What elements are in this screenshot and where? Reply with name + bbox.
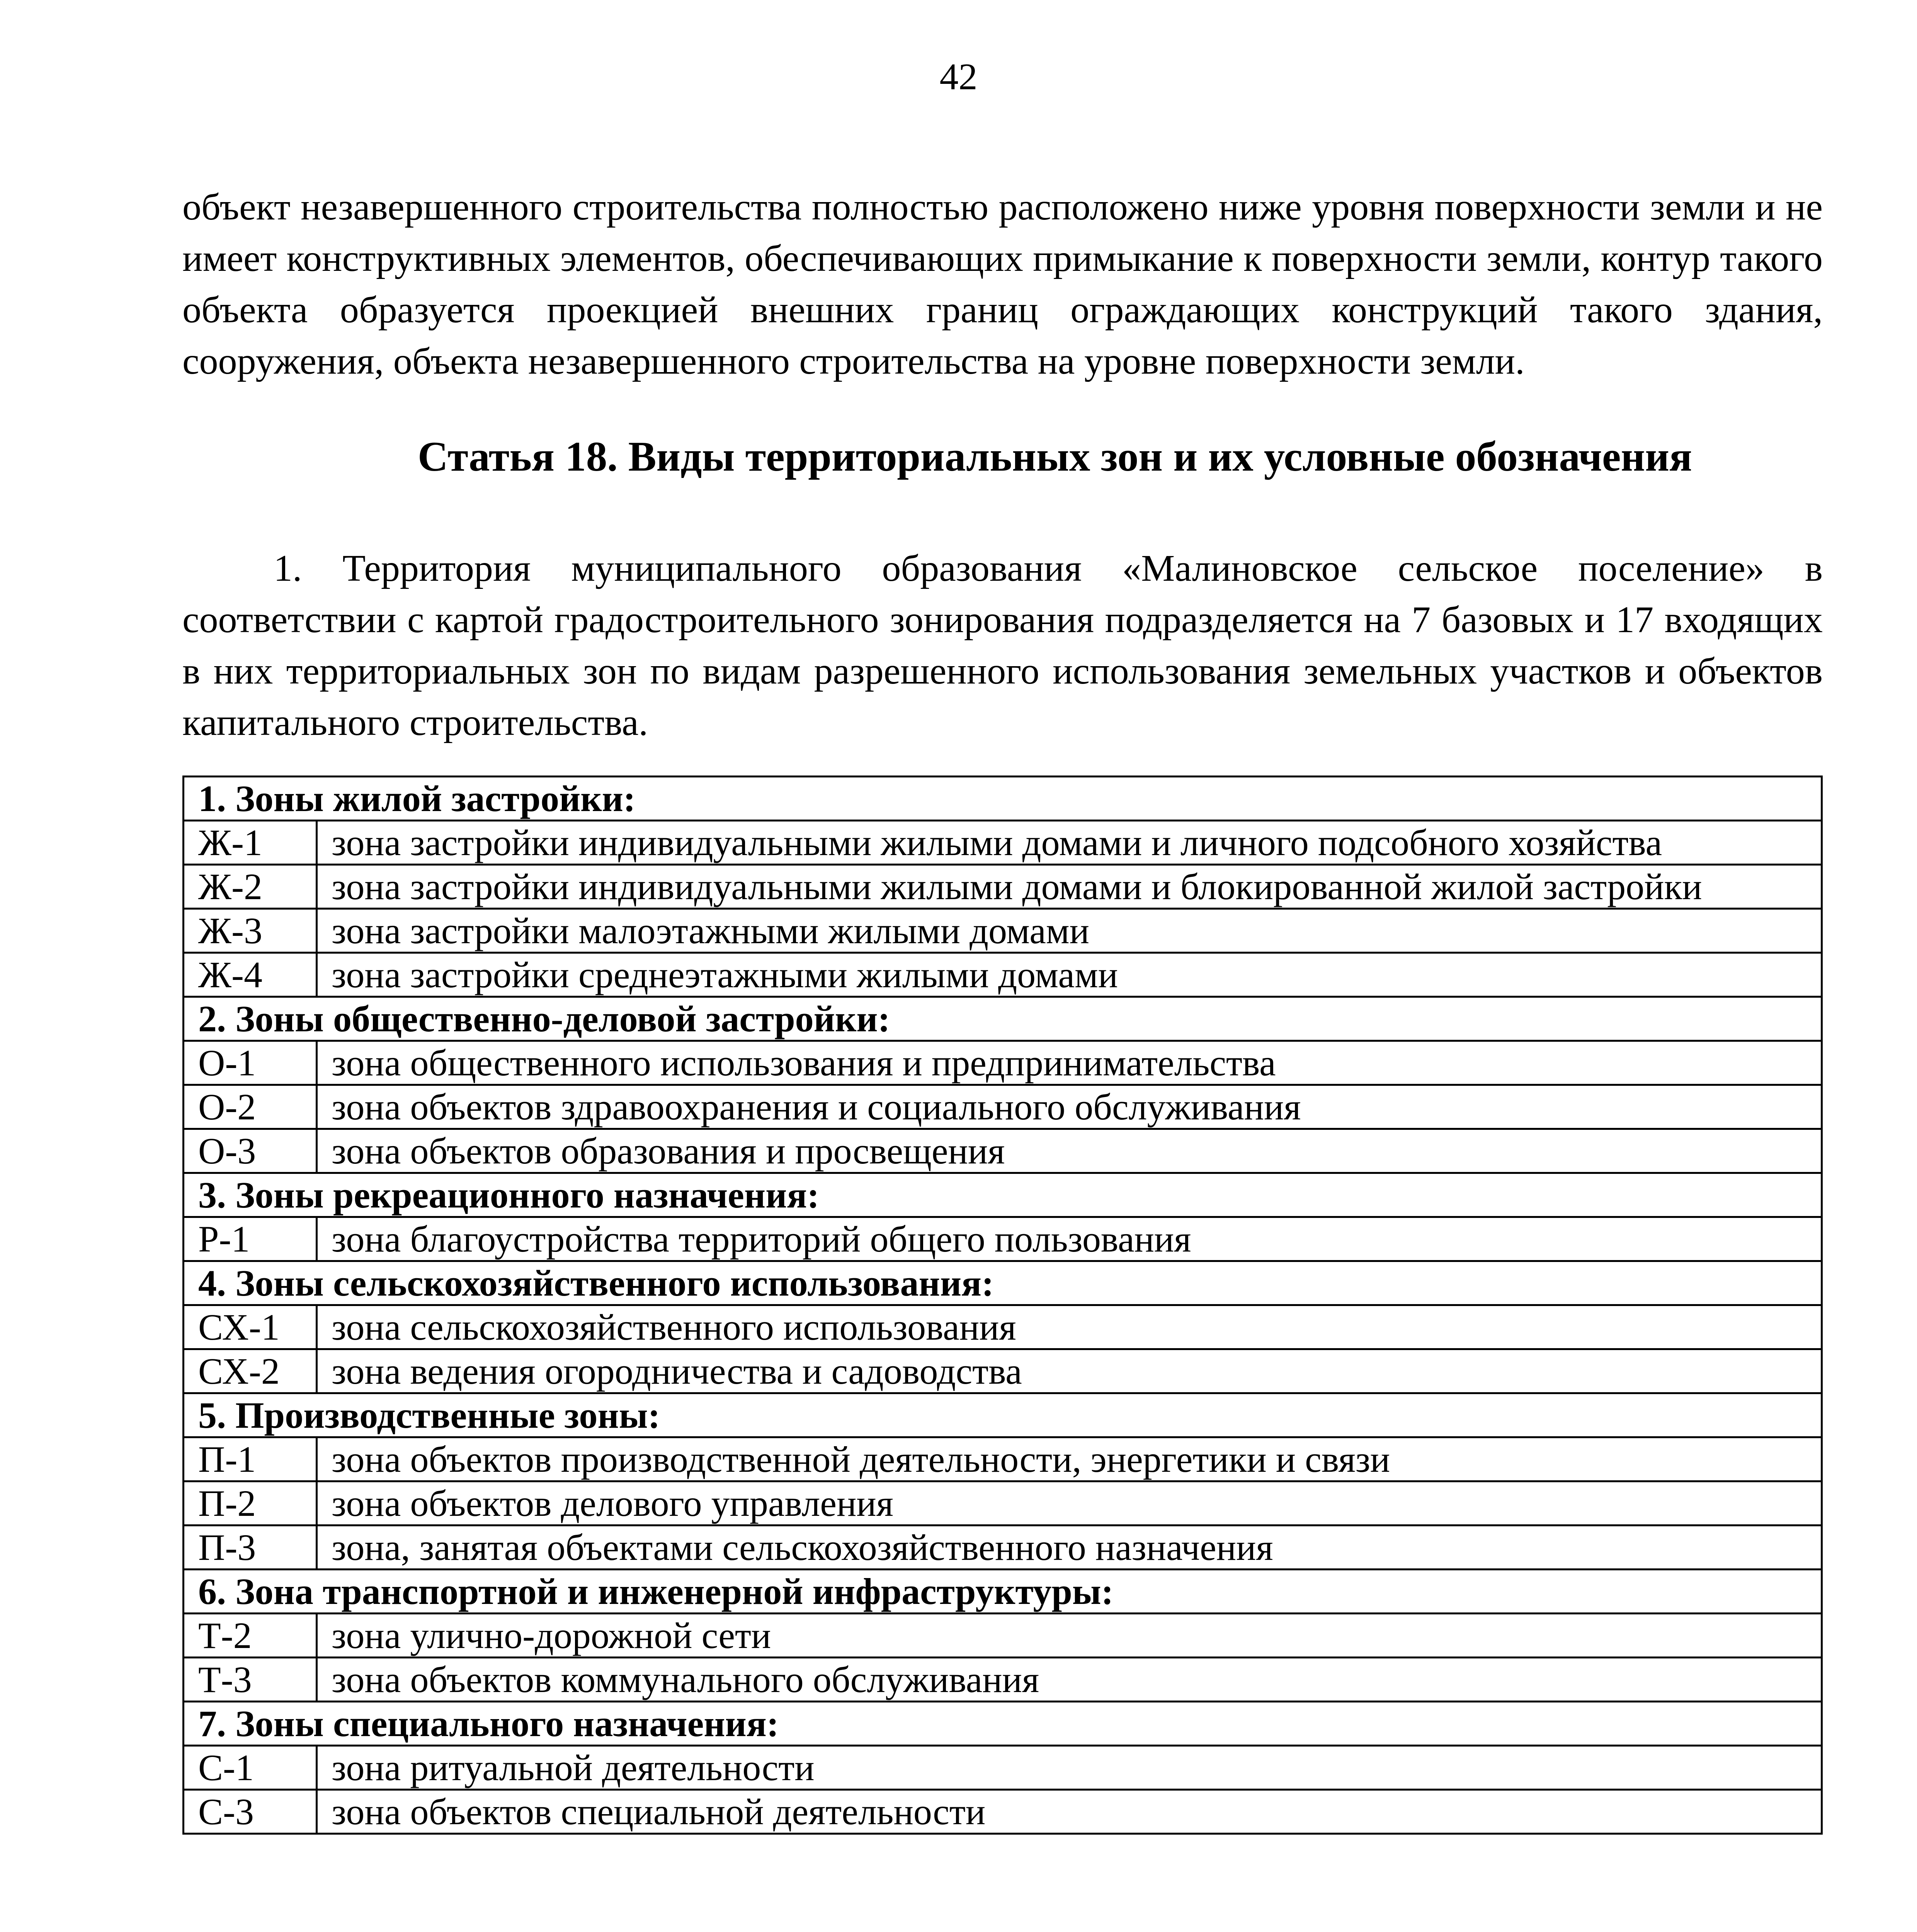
zone-code: Р-1: [184, 1217, 317, 1261]
zone-group-row: [184, 997, 1822, 1041]
zone-name: зона застройки индивидуальными жилыми домами и блокированной жилой застройки: [317, 865, 1822, 909]
zone-code: Ж-1: [184, 821, 317, 865]
zone-code: Т-3: [184, 1658, 317, 1702]
zone-row: [184, 1526, 1822, 1570]
zone-code: П-3: [184, 1526, 317, 1570]
zone-code: П-2: [184, 1481, 317, 1526]
zone-group-title: 7. Зоны специального назначения:: [184, 1702, 1822, 1746]
zone-row: [184, 1790, 1822, 1834]
zone-name: зона застройки среднеэтажными жилыми домами: [317, 953, 1822, 997]
zone-code: Ж-4: [184, 953, 317, 997]
zone-row: [184, 1437, 1822, 1481]
zone-name: зона благоустройства территорий общего пользования: [317, 1217, 1822, 1261]
zone-code: Т-2: [184, 1614, 317, 1658]
zone-row: [184, 909, 1822, 953]
zone-row: [184, 1085, 1822, 1129]
zone-name: зона застройки индивидуальными жилыми домами и личного подсобного хозяйства: [317, 821, 1822, 865]
zone-group-row: [184, 1173, 1822, 1217]
zone-code: СХ-1: [184, 1305, 317, 1349]
zone-name: зона объектов здравоохранения и социального обслуживания: [317, 1085, 1822, 1129]
zone-row: [184, 865, 1822, 909]
zone-group-title: 6. Зона транспортной и инженерной инфраструктуры:: [184, 1570, 1822, 1614]
zone-row: [184, 1349, 1822, 1393]
zone-code: Ж-3: [184, 909, 317, 953]
zone-name: зона ведения огородничества и садоводства: [317, 1349, 1822, 1393]
zone-name: зона объектов производственной деятельности, энергетики и связи: [317, 1437, 1822, 1481]
zone-group-title: 4. Зоны сельскохозяйственного использования:: [184, 1261, 1822, 1305]
zone-code: О-3: [184, 1129, 317, 1173]
intro-paragraph: объект незавершенного строительства полностью расположено ниже уровня поверхности земли и не имеет конструктивных элементов, обеспечивающих примыкание к поверхности земли, контур такого объекта образуется проекцией внешних границ ограждающих конструкций такого здания, сооружения, объекта незавершенного строительства на уровне поверхности земли.: [182, 186, 1823, 382]
zone-name: зона объектов коммунального обслуживания: [317, 1658, 1822, 1702]
zone-code: СХ-2: [184, 1349, 317, 1393]
zone-group-title: 5. Производственные зоны:: [184, 1393, 1822, 1437]
zone-row: [184, 1614, 1822, 1658]
zone-name: зона объектов делового управления: [317, 1481, 1822, 1526]
zone-row: [184, 1217, 1822, 1261]
zone-row: [184, 1129, 1822, 1173]
zone-group-row: [184, 1393, 1822, 1437]
zone-row: [184, 1041, 1822, 1085]
article-heading: Статья 18. Виды территориальных зон и их условные обозначения: [417, 433, 1692, 480]
zone-group-row: [184, 777, 1822, 821]
zone-name: зона ритуальной деятельности: [317, 1746, 1822, 1790]
zone-code: О-1: [184, 1041, 317, 1085]
zone-row: [184, 821, 1822, 865]
article-paragraph: 1. Территория муниципального образования «Малиновское сельское поселение» в соответствии с картой градостроительного зонирования подразделяется на 7 базовых и 17 входящих в них территориальных зон по видам разрешенного использования земельных участков и объектов капитального строительства.: [182, 548, 1823, 743]
zone-group-row: [184, 1261, 1822, 1305]
zone-group-row: [184, 1570, 1822, 1614]
zone-row: [184, 953, 1822, 997]
zone-row: [184, 1481, 1822, 1526]
zone-name: зона общественного использования и предпринимательства: [317, 1041, 1822, 1085]
page-number: 42: [939, 56, 978, 98]
zone-code: П-1: [184, 1437, 317, 1481]
zone-group-title: 1. Зоны жилой застройки:: [184, 777, 1822, 821]
zone-code: Ж-2: [184, 865, 317, 909]
zone-code: О-2: [184, 1085, 317, 1129]
zone-name: зона объектов специальной деятельности: [317, 1790, 1822, 1834]
zone-code: С-3: [184, 1790, 317, 1834]
zone-name: зона сельскохозяйственного использования: [317, 1305, 1822, 1349]
zone-group-title: 2. Зоны общественно-деловой застройки:: [184, 997, 1822, 1041]
zone-name: зона, занятая объектами сельскохозяйственного назначения: [317, 1526, 1822, 1570]
zone-name: зона улично-дорожной сети: [317, 1614, 1822, 1658]
zone-row: [184, 1305, 1822, 1349]
zone-name: зона объектов образования и просвещения: [317, 1129, 1822, 1173]
zone-row: [184, 1658, 1822, 1702]
zone-code: С-1: [184, 1746, 317, 1790]
zone-name: зона застройки малоэтажными жилыми домами: [317, 909, 1822, 953]
zone-group-row: [184, 1702, 1822, 1746]
zones-table: [182, 776, 1823, 1835]
zone-group-title: 3. Зоны рекреационного назначения:: [184, 1173, 1822, 1217]
zone-row: [184, 1746, 1822, 1790]
